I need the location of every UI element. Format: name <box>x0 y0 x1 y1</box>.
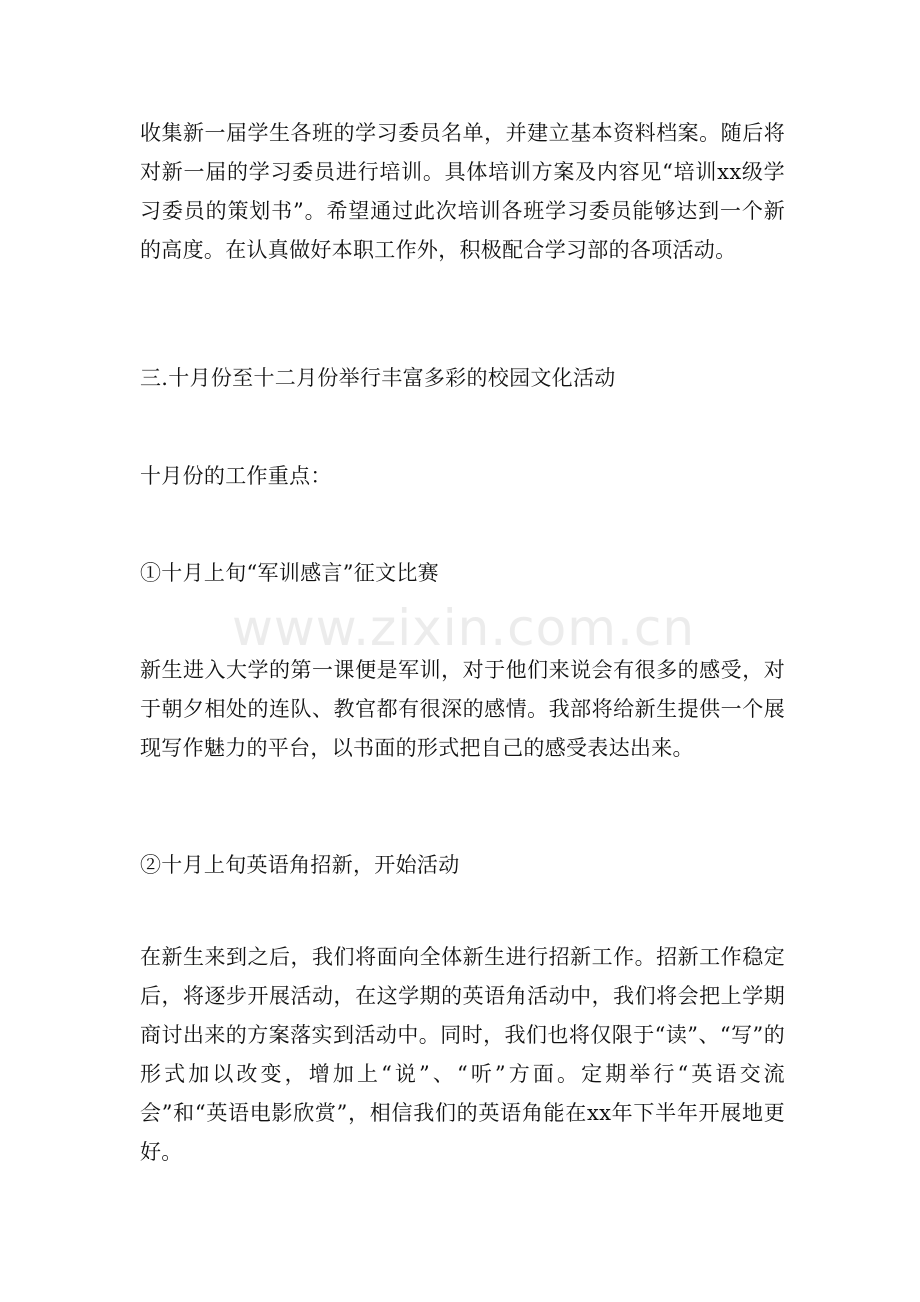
item-english-corner-recruitment: ②十月上旬英语角招新，开始活动 <box>140 853 460 877</box>
october-focus-heading: 十月份的工作重点： <box>140 464 332 488</box>
paragraph-military-training: 新生进入大学的第一课便是军训，对于他们来说会有很多的感受，对于朝夕相处的连队、教官都有很深的感情。我部将给新生提供一个展现写作魅力的平台，以书面的形式把自己的感受表达出来。 <box>140 658 785 760</box>
watermark-text: www.zixin.com.cn <box>232 599 696 657</box>
paragraph-study-committee: 收集新一届学生各班的学习委员名单，并建立基本资料档案。随后将对新一届的学习委员进行培训。具体培训方案及内容见“培训xx级学习委员的策划书”。希望通过此次培训各班学习委员能够达到一个新的高度。在认真做好本职工作外，积极配合学习部的各项活动。 <box>140 121 785 262</box>
item-military-training-essay: ①十月上旬“军训感言”征文比赛 <box>140 561 439 585</box>
paragraph-english-corner: 在新生来到之后，我们将面向全体新生进行招新工作。招新工作稳定后，将逐步开展活动，在这学期的英语角活动中，我们将会把上学期商讨出来的方案落实到活动中。同时，我们也将仅限于“读”、“写”的形式加以改变，增加上“说”、“听”方面。定期举行“英语交流会”和“英语电影欣赏”，相信我们的英语角能在xx年下半年开展地更好。 <box>140 945 785 1164</box>
section-heading-october-december: 三.十月份至十二月份举行丰富多彩的校园文化活动 <box>140 366 616 390</box>
